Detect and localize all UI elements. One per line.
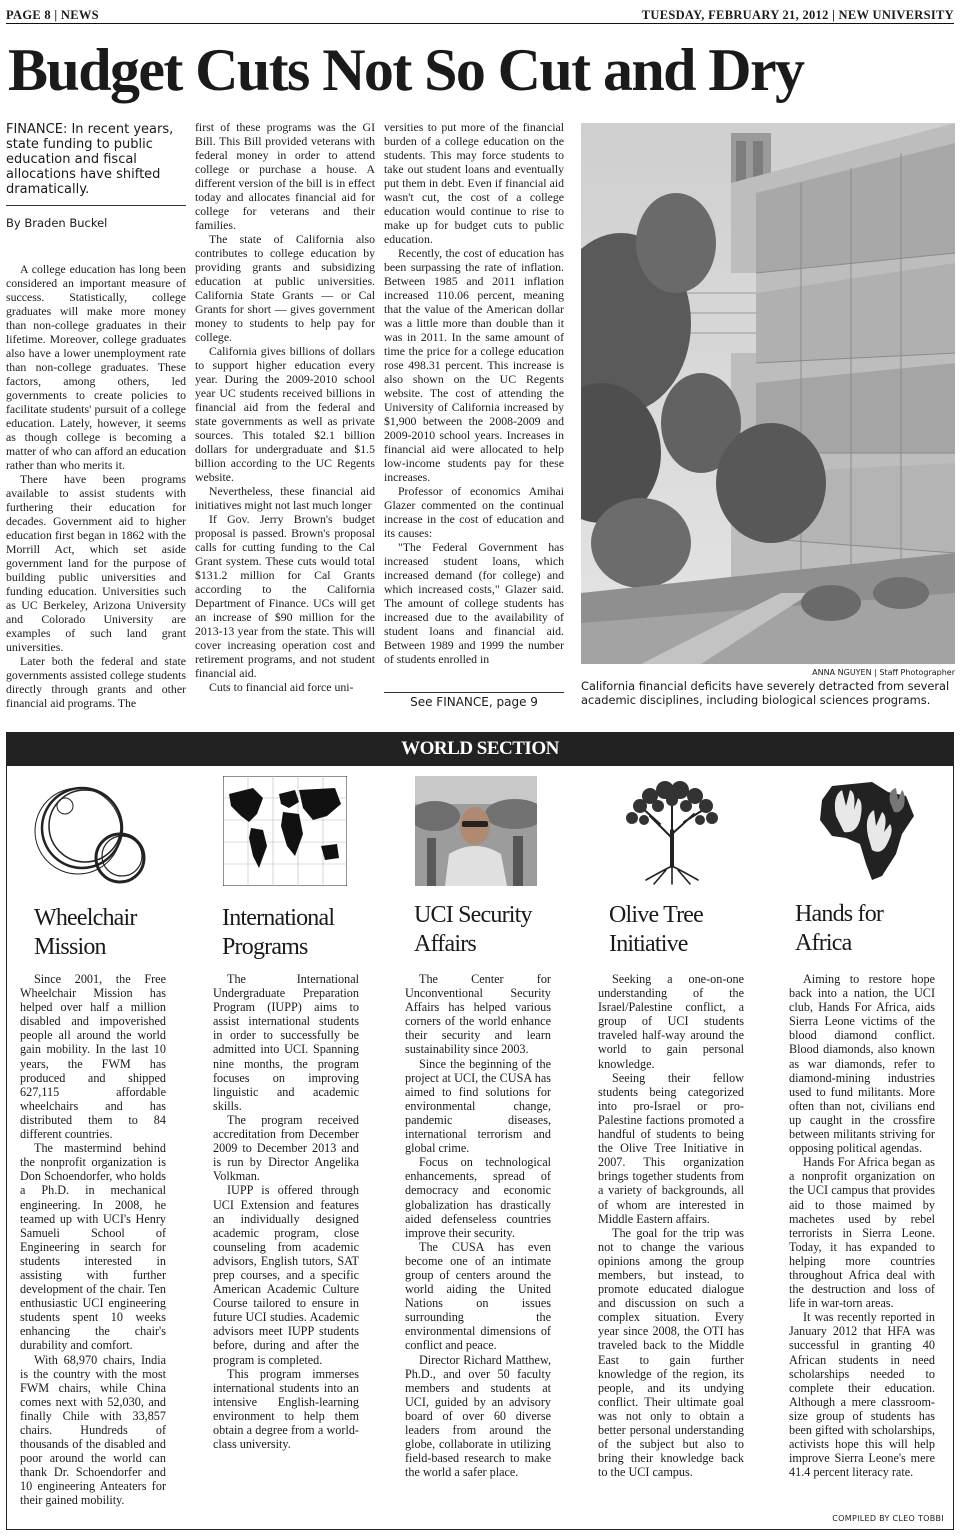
world-paragraph: The CUSA has even become one of an intimate group of centers around the world aiding the United Nations on issues surrounding the environmental dimensions of conflict and peace.: [405, 1239, 551, 1353]
hands-for-africa-column: [789, 972, 935, 1512]
world-paragraph: Seeking a one-on-one understanding of the Israel/Palestine conflict, a group of UCI students traveled half-way around the world to gain personal knowledge.: [598, 972, 744, 1071]
world-paragraph: IUPP is offered through UCI Extension and features an individually designed academic program, close counseling from academic advisors, English tutors, SAT prep courses, and a specific American Academic Culture Course tailored to ensure in future UCI studies. Academic advisors meet IUPP students before, during and after the program is completed.: [213, 1183, 359, 1367]
international-programs-column: [213, 972, 359, 1512]
issue-date-label: TUESDAY, FEBRUARY 21, 2012 | NEW UNIVERSITY: [641, 8, 954, 22]
wheelchair-mission-title: Wheelchair Mission: [34, 905, 137, 960]
world-map-icon: [223, 776, 347, 886]
world-paragraph: Since 2001, the Free Wheelchair Mission has helped over half a million disabled and impoverished people all around the world gain mobility. In the last 10 years, the FWM has produced and shipped 627,115 affordable wheelchairs and has distributed them to 84 different countries.: [20, 972, 166, 1142]
article-paragraph: Later both the federal and state governments assisted college students directly through grants and other financial aid programs. The: [6, 654, 186, 710]
article-column-1: [6, 262, 186, 712]
photo-credit: ANNA NGUYEN | Staff Photographer: [812, 668, 955, 677]
world-paragraph: Seeing their fellow students being categorized into pro-Israel or pro-Palestine factions promoted a handful of students to being the Olive Tree Initiative in 2007. This organization brings together students from a variety of backgrounds, all of whom are interested in Middle Eastern affairs.: [598, 1070, 744, 1226]
olive-tree-icon: [610, 776, 734, 886]
uci-security-affairs-title: UCI Security Affairs: [414, 902, 532, 957]
photo-caption: California financial deficits have severely detracted from several academic disciplines, including biological sciences programs.: [581, 679, 950, 707]
world-paragraph: With 68,970 chairs, India is the country with the most FWM chairs, while China comes next with 52,030, and finally Chile with 33,857 chairs. Hundreds of thousands of the disabled and poor around the world can thank Dr. Schoendorfer and 10 engineering Anteaters for their gained mobility.: [20, 1352, 166, 1508]
article-column-3: [384, 120, 564, 685]
olive-tree-initiative-column: [598, 972, 744, 1512]
olive-tree-initiative-title: Olive Tree Initiative: [609, 902, 704, 957]
world-paragraph: It was recently reported in January 2012 that HFA was successful in granting 40 African students in need scholarships needed to complete their education. Although a mere classroom-size group of students has been gifted with scholarships, activists hope this will help improve Sierra Leone's mere 41.4 percent literacy rate.: [789, 1310, 935, 1480]
security-director-photo: [415, 776, 537, 886]
world-paragraph: The Center for Unconventional Security Affairs has helped various corners of the world enhance their security and learn sustainability since 2003.: [405, 972, 551, 1057]
world-paragraph: Focus on technological enhancements, spread of democracy and economic globalization has drastically aided defenseless countries improve their security.: [405, 1155, 551, 1240]
article-kicker: FINANCE: In recent years, state funding to public education and fiscal allocations have shifted dramatically.: [6, 122, 186, 206]
world-section-banner: WORLD SECTION: [6, 732, 954, 766]
world-paragraph: The program received accreditation from December 2009 to December 2013 and is run by Director Angelika Volkman.: [213, 1112, 359, 1184]
article-paragraph: Cuts to financial aid force uni-: [209, 680, 354, 694]
building-illustration: [581, 123, 955, 664]
compiled-by-credit: COMPILED BY CLEO TOBBI: [832, 1514, 944, 1523]
article-column-2: [195, 120, 375, 712]
jump-line: See FINANCE, page 9: [384, 692, 564, 709]
international-programs-title: International Programs: [222, 905, 335, 960]
uci-security-affairs-column: [405, 972, 551, 1512]
world-paragraph: Aiming to restore hope back into a nation, the UCI club, Hands For Africa, aids Sierra Leone victims of the blood diamond conflict. Blood diamonds, also known as war diamonds, refer to diamond-mining industries used to fund militants. More often than not, civilians end up caught in the crossfire between militants striving for opposing political agendas.: [789, 972, 935, 1156]
article-paragraph: If Gov. Jerry Brown's budget proposal is passed. Brown's proposal calls for cutting funding to the Cal Grant system. These cuts would total $131.2 million for Cal Grants according to the California Department of Finance. UCs will get an increase of $90 million for the 2013-13 year from the state. This will cover increasing operation cost and retirement programs, and not student financial aid.: [195, 512, 375, 680]
article-paragraph: There have been programs available to assist students with furthering their education for decades. Government aid to higher education first began in 1862 with the Morrill Act, which set aside government land for the purpose of building public universities and funding education. Universities such as UC Berkeley, Arizona University and Colorado University are examples of such land grant universities.: [6, 472, 186, 654]
wheelchair-circles-icon: [30, 776, 154, 886]
article-paragraph: Professor of economics Amihai Glazer commented on the continual increase in the cost of education and its causes:: [384, 484, 564, 540]
world-paragraph: This program immerses international students into an intensive English-learning environment to help them obtain a degree from a world-class university.: [213, 1366, 359, 1452]
world-paragraph: Director Richard Matthew, Ph.D., and over 50 faculty members and students at UCI, guided by an advisory board of over 60 diverse leaders from around the globe, collaborate in utilizing field-based research to make the world a safer place.: [405, 1352, 551, 1480]
world-paragraph: The International Undergraduate Preparation Program (IUPP) aims to assist international students in order to successfully be admitted into UCI. Spanning nine months, the program focuses on improving linguistic and academic skills.: [213, 972, 359, 1113]
page-section-label: PAGE 8 | NEWS: [6, 8, 99, 22]
hands-for-africa-title: Hands for Africa: [795, 901, 884, 956]
article-paragraph: first of these programs was the GI Bill. This Bill provided veterans with federal money in order to attend college or purchase a house. A different version of the bill is in effect today and allocates financial aid for college for veterans and their families.: [195, 120, 375, 232]
headline: Budget Cuts Not So Cut and Dry: [8, 37, 804, 103]
world-paragraph: Hands For Africa began as a nonprofit organization on the UCI campus that provides aid to those maimed by machetes used by rebel terrorists in Sierra Leone. Today, it has expanded to helping more countries throughout Africa deal with the destruction and loss of life in war-torn areas.: [789, 1155, 935, 1311]
wheelchair-mission-column: [20, 972, 166, 1512]
article-paragraph: The state of California also contributes to college education by providing grants and subsidizing education at public universities. California State Grants — or Cal Grants for short — gives government money to students to help pay for college.: [195, 232, 375, 344]
article-paragraph: versities to put more of the financial burden of a college education on the students. This may force students to take out student loans and eventually put them in debt. Even if financial aid wasn't cut, the cost of a college education would continue to rise to make up for budget cuts to public education.: [384, 120, 564, 246]
world-paragraph: The goal for the trip was not to change the various opinions among the group members, but instead, to promote educated dialogue and discussion on such a complex situation. Every year since 2008, the OTI has traveled back to the Middle East to gain further knowledge of the region, its people, and its undying conflict. Their ultimate goal was not only to obtain a better personal understanding of the subject but also to bring their knowledge back to the UCI campus.: [598, 1225, 744, 1480]
article-paragraph: Recently, the cost of education has been surpassing the rate of inflation. Between 1985 and 2011 inflation increased 110.06 percent, meaning that the value of the American dollar was a little more than double than it was in 2011. In the same amount of time the price for a college education rose 498.31 percent. This increase is also shown on the UC Regents website. The cost of attending the University of California increased by $1,900 between the 2008-2009 and 2009-2010 school years. Increases in financial aid were allocated to help low-income students pay for these increases.: [384, 246, 564, 484]
world-paragraph: Since the beginning of the project at UCI, the CUSA has aimed to find solutions for environmental change, pandemic diseases, international terrorism and global crime.: [405, 1056, 551, 1156]
article-paragraph: Nevertheless, these financial aid initiatives might not last much longer: [195, 484, 375, 512]
world-paragraph: The mastermind behind the nonprofit organization is Don Schoendorfer, who holds a Ph.D. in mechanical engineering. In 2008, he teamed up with UCI's Henry Samueli School of Engineering in search for students interested in assisting with further development of the chair. Ten enthusiastic UCI engineering students spent 10 weeks enhancing the chair's durability and comfort.: [20, 1141, 166, 1353]
article-paragraph: California gives billions of dollars to support higher education every year. During the 2009-2010 school year UC students received billions in financial aid from the federal and state governments as well as private sources. This totaled $2.1 billion dollars for undergraduate and $1.5 billion according to the UC Regents website.: [195, 344, 375, 484]
article-paragraph: A college education has long been considered an important measure of success. Statistically, college graduates will make more money than non-college graduates in their lifetime. Moreover, college graduates also have a lower unemployment rate than non-college graduates. These factors, among others, led governments to create policies to facilitate students' pursuit of a college education. Lately, however, it seems as though college is becoming a matter of who can afford an education rather than who merits it.: [6, 262, 186, 472]
africa-hands-icon: [802, 776, 926, 886]
running-header: [6, 6, 954, 24]
byline: By Braden Buckel: [6, 216, 108, 230]
campus-building-photo: [581, 123, 955, 664]
article-paragraph: "The Federal Government has increased student loans, which increased demand (for college) and which increased costs," Glazer said. The amount of college students has increased due to the availability of student loans and financial aid. Between 1989 and 1999 the number of students enrolled in: [384, 540, 564, 666]
